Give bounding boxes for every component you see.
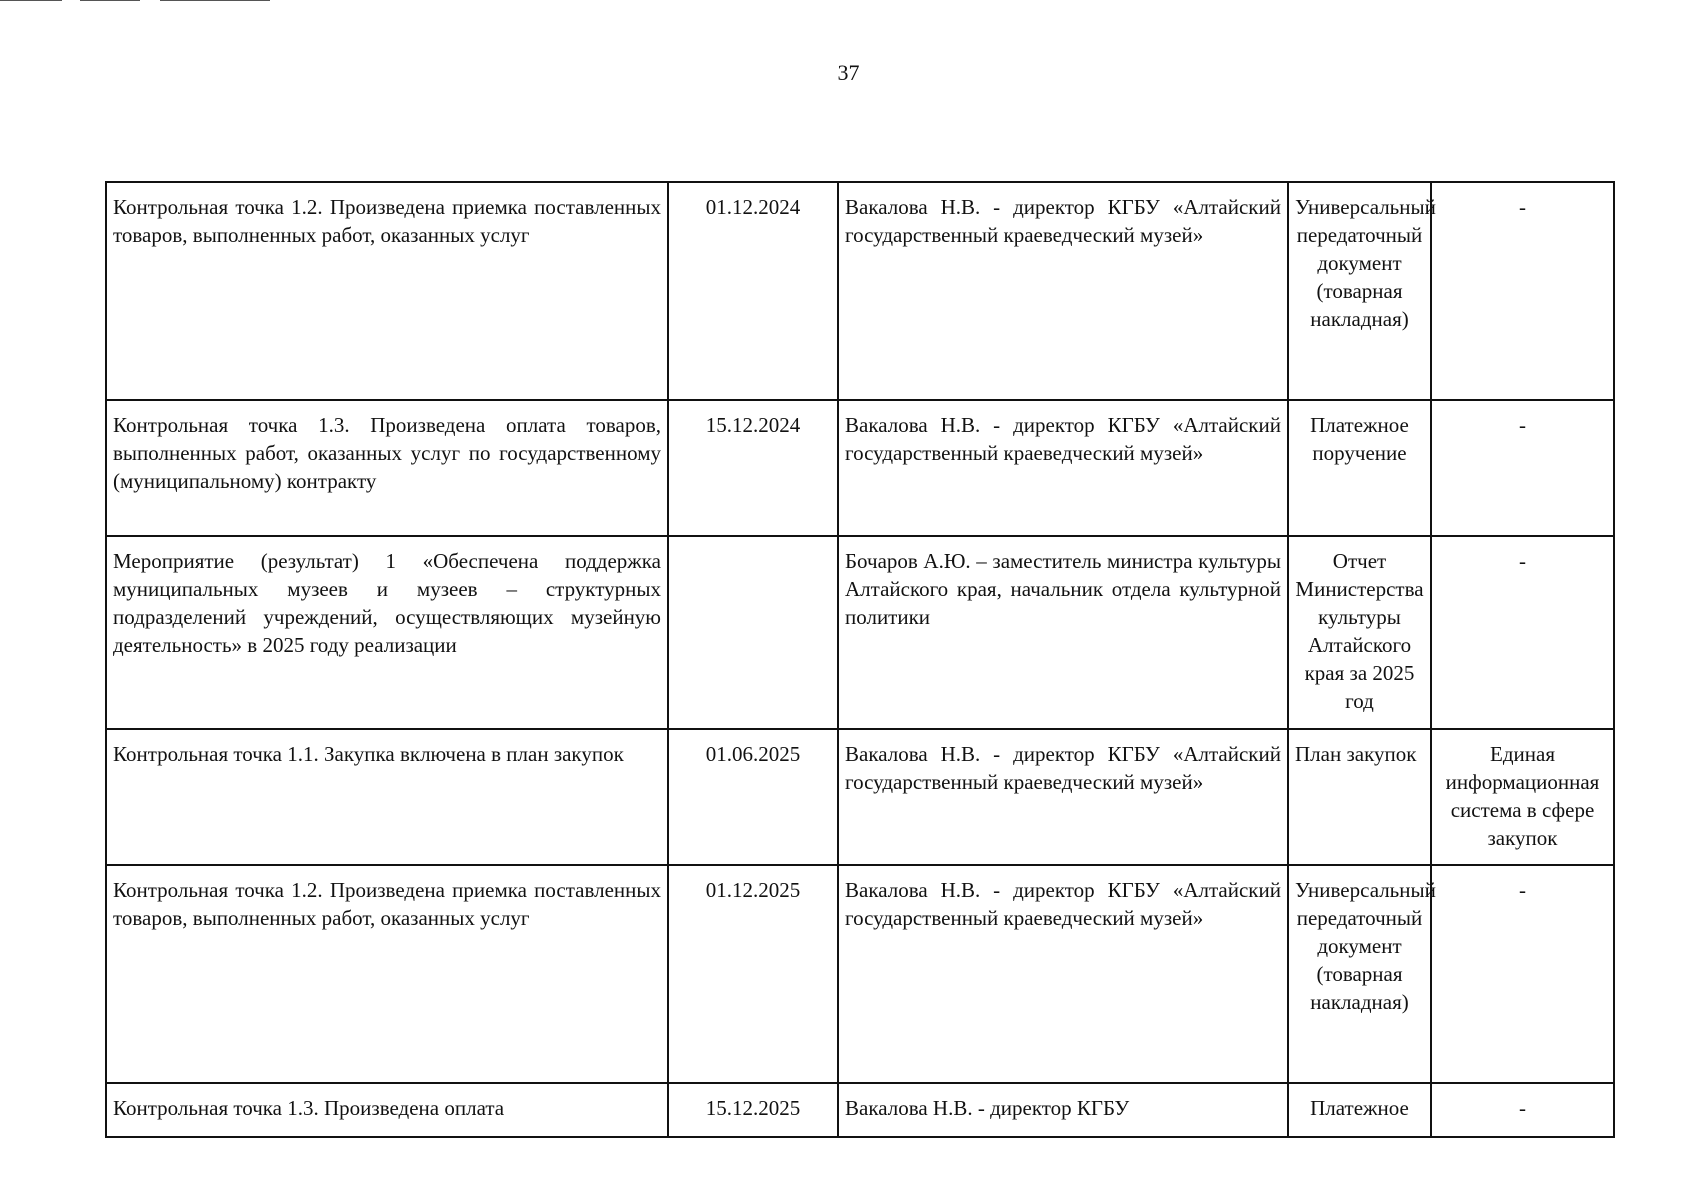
responsible-cell: Вакалова Н.В. - директор КГБУ «Алтайский государственный краеведческий музей» bbox=[838, 182, 1288, 400]
information-system-cell: - bbox=[1431, 400, 1614, 536]
responsible-cell: Бочаров А.Ю. – заместитель министра культуры Алтайского края, начальник отдела культурной политики bbox=[838, 536, 1288, 729]
responsible-cell: Вакалова Н.В. - директор КГБУ «Алтайский государственный краеведческий музей» bbox=[838, 865, 1288, 1083]
event-name-cell: Контрольная точка 1.1. Закупка включена в план закупок bbox=[106, 729, 668, 865]
table-row bbox=[106, 1083, 1614, 1137]
deadline-cell bbox=[668, 536, 838, 729]
deadline-cell: 01.06.2025 bbox=[668, 729, 838, 865]
event-name-cell: Мероприятие (результат) 1 «Обеспечена поддержка муниципальных музеев и музеев – структурных подразделений учреждений, осуществляющих музейную деятельность» в 2025 году реализации bbox=[106, 536, 668, 729]
responsible-cell: Вакалова Н.В. - директор КГБУ «Алтайский государственный краеведческий музей» bbox=[838, 729, 1288, 865]
scan-edge-marks bbox=[0, 0, 270, 2]
deadline-cell: 01.12.2025 bbox=[668, 865, 838, 1083]
event-name-cell: Контрольная точка 1.2. Произведена приемка поставленных товаров, выполненных работ, оказанных услуг bbox=[106, 182, 668, 400]
table-row bbox=[106, 400, 1614, 536]
deadline-cell: 15.12.2024 bbox=[668, 400, 838, 536]
event-name-cell: Контрольная точка 1.3. Произведена оплата bbox=[106, 1083, 668, 1137]
document-cell: Платежное bbox=[1288, 1083, 1431, 1137]
information-system-cell: Единая информационная система в сфере закупок bbox=[1431, 729, 1614, 865]
table-row bbox=[106, 865, 1614, 1083]
deadline-cell: 15.12.2025 bbox=[668, 1083, 838, 1137]
deadline-cell: 01.12.2024 bbox=[668, 182, 838, 400]
table-row bbox=[106, 729, 1614, 865]
information-system-cell: - bbox=[1431, 182, 1614, 400]
document-cell: Универсальный передаточный документ (товарная накладная) bbox=[1288, 182, 1431, 400]
information-system-cell: - bbox=[1431, 536, 1614, 729]
page-number: 37 bbox=[837, 60, 860, 85]
document-cell: Отчет Министерства культуры Алтайского края за 2025 год bbox=[1288, 536, 1431, 729]
responsible-cell: Вакалова Н.В. - директор КГБУ «Алтайский государственный краеведческий музей» bbox=[838, 400, 1288, 536]
event-name-cell: Контрольная точка 1.2. Произведена приемка поставленных товаров, выполненных работ, оказанных услуг bbox=[106, 865, 668, 1083]
document-cell: План закупок bbox=[1288, 729, 1431, 865]
document-cell: Универсальный передаточный документ (товарная накладная) bbox=[1288, 865, 1431, 1083]
document-cell: Платежное поручение bbox=[1288, 400, 1431, 536]
control-points-table bbox=[105, 181, 1615, 1138]
table-row bbox=[106, 536, 1614, 729]
event-name-cell: Контрольная точка 1.3. Произведена оплата товаров, выполненных работ, оказанных услуг по государственному (муниципальному) контракту bbox=[106, 400, 668, 536]
information-system-cell: - bbox=[1431, 865, 1614, 1083]
information-system-cell: - bbox=[1431, 1083, 1614, 1137]
responsible-cell: Вакалова Н.В. - директор КГБУ bbox=[838, 1083, 1288, 1137]
table-row bbox=[106, 182, 1614, 400]
